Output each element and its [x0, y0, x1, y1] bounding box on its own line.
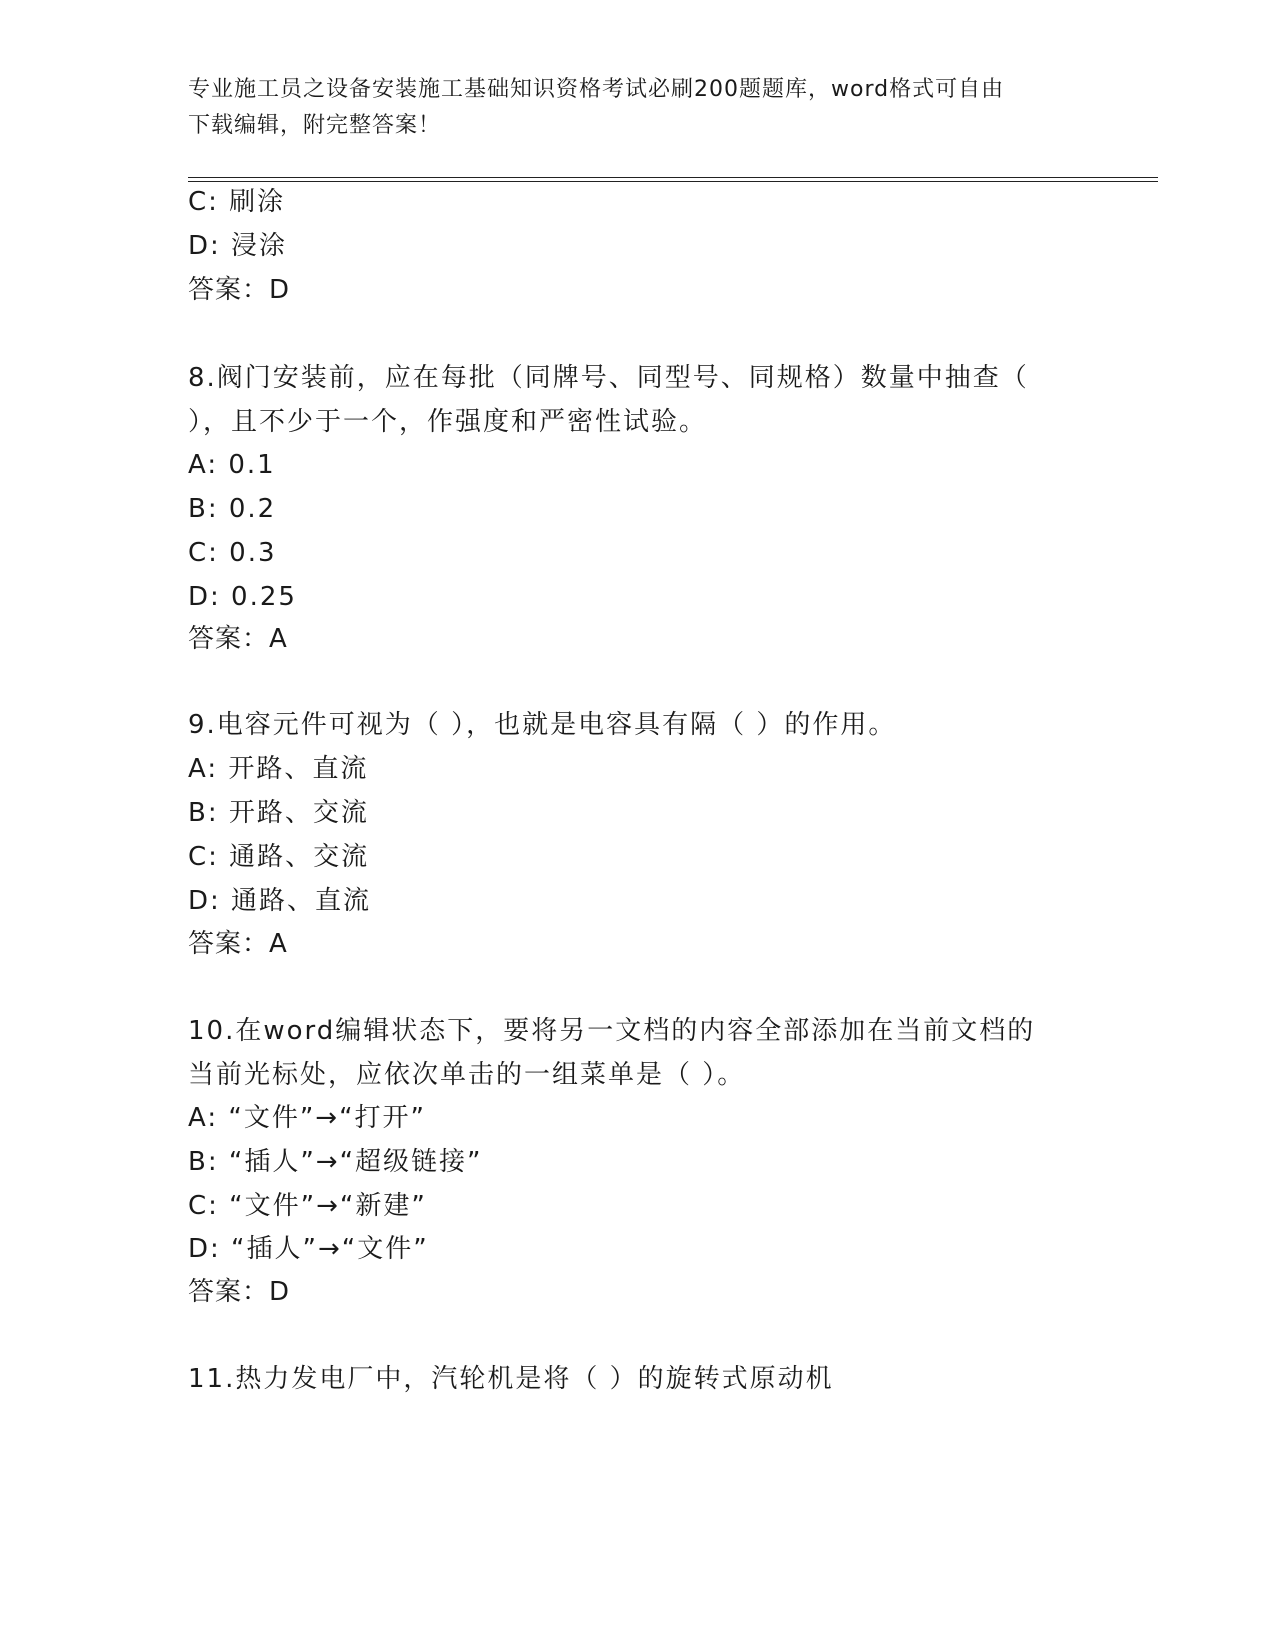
header-divider — [188, 177, 1158, 182]
q9-stem-line-1: 9.电容元件可视为（ ），也就是电容具有隔（ ）的作用。 — [188, 710, 897, 740]
q9-option-b: B: 开路、交流 — [188, 798, 369, 828]
q8-answer: 答案：A — [188, 624, 288, 654]
q8-option-a: A: 0.1 — [188, 450, 276, 480]
q8-option-d: D: 0.25 — [188, 582, 297, 612]
q10-stem-line-1: 10.在word编辑状态下，要将另一文档的内容全部添加在当前文档的 — [188, 1016, 1036, 1046]
q10-stem-line-2: 当前光标处，应依次单击的一组菜单是（ ）。 — [188, 1060, 746, 1090]
q7-answer: 答案：D — [188, 275, 291, 305]
q9-answer: 答案：A — [188, 929, 288, 959]
q10-answer: 答案：D — [188, 1277, 291, 1307]
q8-option-b: B: 0.2 — [188, 494, 277, 524]
q10-option-b: B: “插人”→“超级链接” — [188, 1147, 483, 1177]
q10-option-c: C: “文件”→“新建” — [188, 1191, 427, 1221]
q8-option-c: C: 0.3 — [188, 538, 277, 568]
q7-option-c: C: 刷涂 — [188, 187, 286, 217]
document-header — [188, 72, 1068, 144]
q10-option-d: D: “插人”→“文件” — [188, 1234, 429, 1264]
header-title-line-2: 下载编辑，附完整答案！ — [188, 113, 442, 138]
q10-option-a: A: “文件”→“打开” — [188, 1103, 427, 1133]
q9-option-c: C: 通路、交流 — [188, 842, 370, 872]
q8-stem-line-2: ），且不少于一个，作强度和严密性试验。 — [188, 407, 708, 437]
q9-option-a: A: 开路、直流 — [188, 754, 369, 784]
q7-option-d: D: 浸涂 — [188, 231, 288, 261]
q8-stem-line-1: 8.阀门安装前，应在每批（同牌号、同型号、同规格）数量中抽查（ — [188, 363, 1029, 393]
q9-option-d: D: 通路、直流 — [188, 886, 372, 916]
q11-stem-line-1: 11.热力发电厂中，汽轮机是将（ ）的旋转式原动机 — [188, 1364, 834, 1394]
header-title-line-1: 专业施工员之设备安装施工基础知识资格考试必刷200题题库，word格式可自由 — [188, 77, 1005, 102]
